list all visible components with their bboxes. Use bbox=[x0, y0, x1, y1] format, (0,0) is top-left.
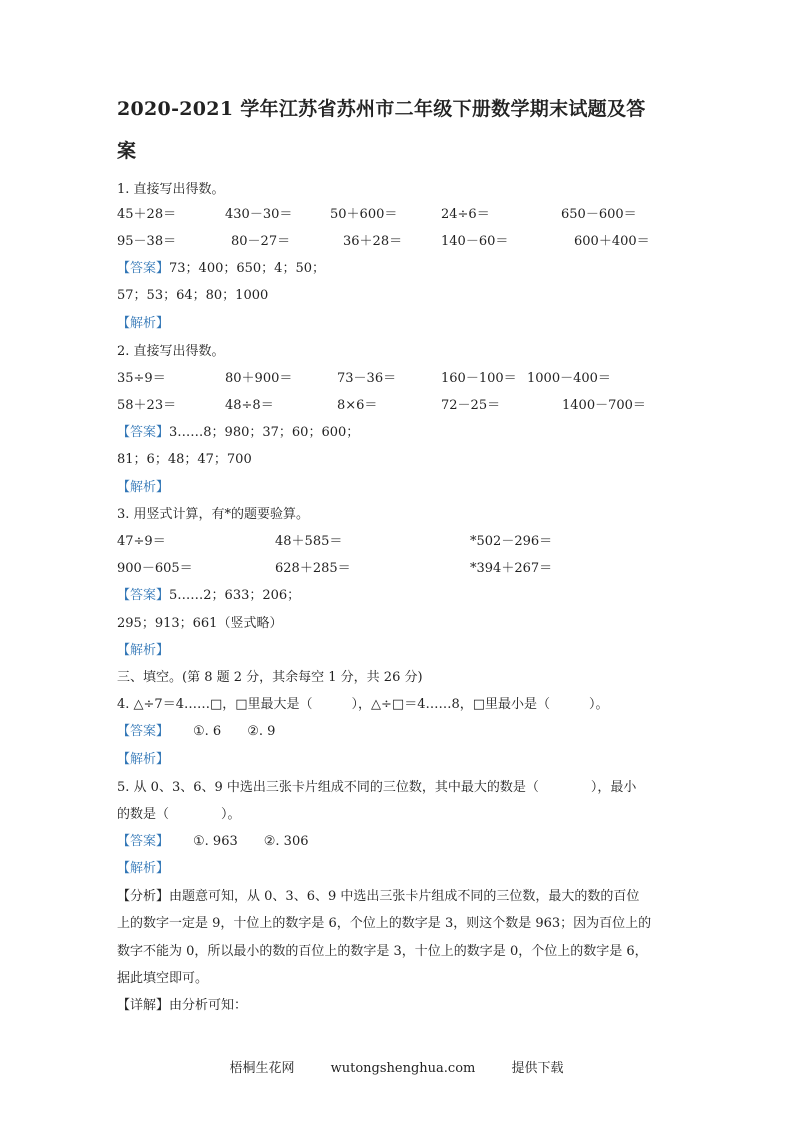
question-4-prompt: 4. △÷7＝4……□，□里最大是（ ），△÷□＝4……8，□里最小是（ ）。 bbox=[117, 697, 609, 712]
xiangjie-text: 由分析可知： bbox=[169, 998, 248, 1013]
answer-line bbox=[117, 832, 687, 852]
analysis-tag: 【解析】 bbox=[117, 752, 170, 767]
answer-text: 5……2；633；206； bbox=[169, 588, 301, 603]
question-2-row bbox=[117, 369, 687, 389]
fenxi-tag: 【分析】 bbox=[117, 889, 170, 904]
equation: *394＋267＝ bbox=[470, 561, 553, 576]
equation: 35÷9＝ bbox=[117, 371, 166, 386]
fenxi-text: 数字不能为 0，所以最小的数的百位上的数字是 3，十位上的数字是 0，个位上的数字是 6， bbox=[117, 944, 648, 959]
equation: 600＋400＝ bbox=[574, 234, 650, 249]
detail-line bbox=[117, 996, 687, 1016]
analysis-tag: 【解析】 bbox=[117, 480, 170, 495]
question-5-prompt: 5. 从 0、3、6、9 中选出三张卡片组成不同的三位数，其中最大的数是（ ），最小 bbox=[117, 780, 637, 795]
question-3-prompt: 3. 用竖式计算，有*的题要验算。 bbox=[117, 507, 310, 522]
equation: 48＋585＝ bbox=[275, 534, 343, 549]
answer-tag: 【答案】 bbox=[117, 588, 170, 603]
section-heading: 三、填空。(第 8 题 2 分，其余每空 1 分，共 26 分) bbox=[117, 670, 423, 685]
answer-text: ①. 6 ②. 9 bbox=[193, 724, 276, 739]
footer-site-name: 梧桐生花网 bbox=[229, 1061, 295, 1076]
footer-note: 提供下载 bbox=[511, 1061, 564, 1076]
analysis-tag: 【解析】 bbox=[117, 861, 170, 876]
xiangjie-tag: 【详解】 bbox=[117, 998, 170, 1013]
title-line: 2020-2021 学年江苏省苏州市二年级下册数学期末试题及答 bbox=[117, 98, 646, 120]
equation: 430－30＝ bbox=[225, 207, 293, 222]
answer-tag: 【答案】 bbox=[117, 834, 170, 849]
answer-line bbox=[117, 586, 687, 606]
equation: 140－60＝ bbox=[441, 234, 509, 249]
question-1-row bbox=[117, 205, 687, 225]
answer-text: 81；6；48；47；700 bbox=[117, 452, 252, 467]
equation: 50＋600＝ bbox=[330, 207, 398, 222]
equation: 80－27＝ bbox=[231, 234, 291, 249]
equation: *502－296＝ bbox=[470, 534, 553, 549]
equation: 58＋23＝ bbox=[117, 398, 177, 413]
question-2-row bbox=[117, 396, 687, 416]
question-1-prompt: 1. 直接写出得数。 bbox=[117, 182, 225, 197]
answer-text: 73；400；650；4；50； bbox=[169, 261, 325, 276]
fenxi-text: 据此填空即可。 bbox=[117, 971, 209, 986]
answer-text: 3……8；980；37；60；600； bbox=[169, 425, 360, 440]
equation: 24÷6＝ bbox=[441, 207, 490, 222]
equation: 160－100＝ bbox=[441, 371, 517, 386]
fenxi-text: 上的数字一定是 9，十位上的数字是 6，个位上的数字是 3，则这个数是 963；因为百位上的 bbox=[117, 916, 652, 931]
answer-tag: 【答案】 bbox=[117, 425, 170, 440]
analysis-line bbox=[117, 887, 687, 907]
equation: 1000－400＝ bbox=[527, 371, 611, 386]
equation: 73－36＝ bbox=[337, 371, 397, 386]
question-5-prompt: 的数是（ ）。 bbox=[117, 807, 241, 822]
equation: 47÷9＝ bbox=[117, 534, 166, 549]
page-title bbox=[117, 88, 677, 172]
equation: 1400－700＝ bbox=[562, 398, 646, 413]
equation: 72－25＝ bbox=[441, 398, 501, 413]
equation: 628＋285＝ bbox=[275, 561, 351, 576]
answer-line bbox=[117, 259, 687, 279]
equation: 95－38＝ bbox=[117, 234, 177, 249]
question-2-prompt: 2. 直接写出得数。 bbox=[117, 344, 225, 359]
title-line: 案 bbox=[117, 140, 137, 162]
question-3-row bbox=[117, 559, 687, 579]
page-footer bbox=[0, 1057, 793, 1076]
analysis-tag: 【解析】 bbox=[117, 643, 170, 658]
equation: 48÷8＝ bbox=[225, 398, 274, 413]
question-3-row bbox=[117, 532, 687, 552]
equation: 900－605＝ bbox=[117, 561, 193, 576]
answer-tag: 【答案】 bbox=[117, 261, 170, 276]
answer-line bbox=[117, 423, 687, 443]
answer-tag: 【答案】 bbox=[117, 724, 170, 739]
analysis-tag: 【解析】 bbox=[117, 316, 170, 331]
question-1-row bbox=[117, 232, 687, 252]
equation: 8×6＝ bbox=[337, 398, 378, 413]
answer-line bbox=[117, 722, 687, 742]
answer-text: ①. 963 ②. 306 bbox=[193, 834, 309, 849]
equation: 80＋900＝ bbox=[225, 371, 293, 386]
equation: 650－600＝ bbox=[561, 207, 637, 222]
answer-text: 295；913；661（竖式略） bbox=[117, 616, 283, 631]
fenxi-text: 由题意可知，从 0、3、6、9 中选出三张卡片组成不同的三位数，最大的数的百位 bbox=[169, 889, 640, 904]
answer-text: 57；53；64；80；1000 bbox=[117, 288, 269, 303]
equation: 36＋28＝ bbox=[343, 234, 403, 249]
equation: 45＋28＝ bbox=[117, 207, 177, 222]
footer-url[interactable]: wutongshenghua.com bbox=[330, 1061, 476, 1076]
